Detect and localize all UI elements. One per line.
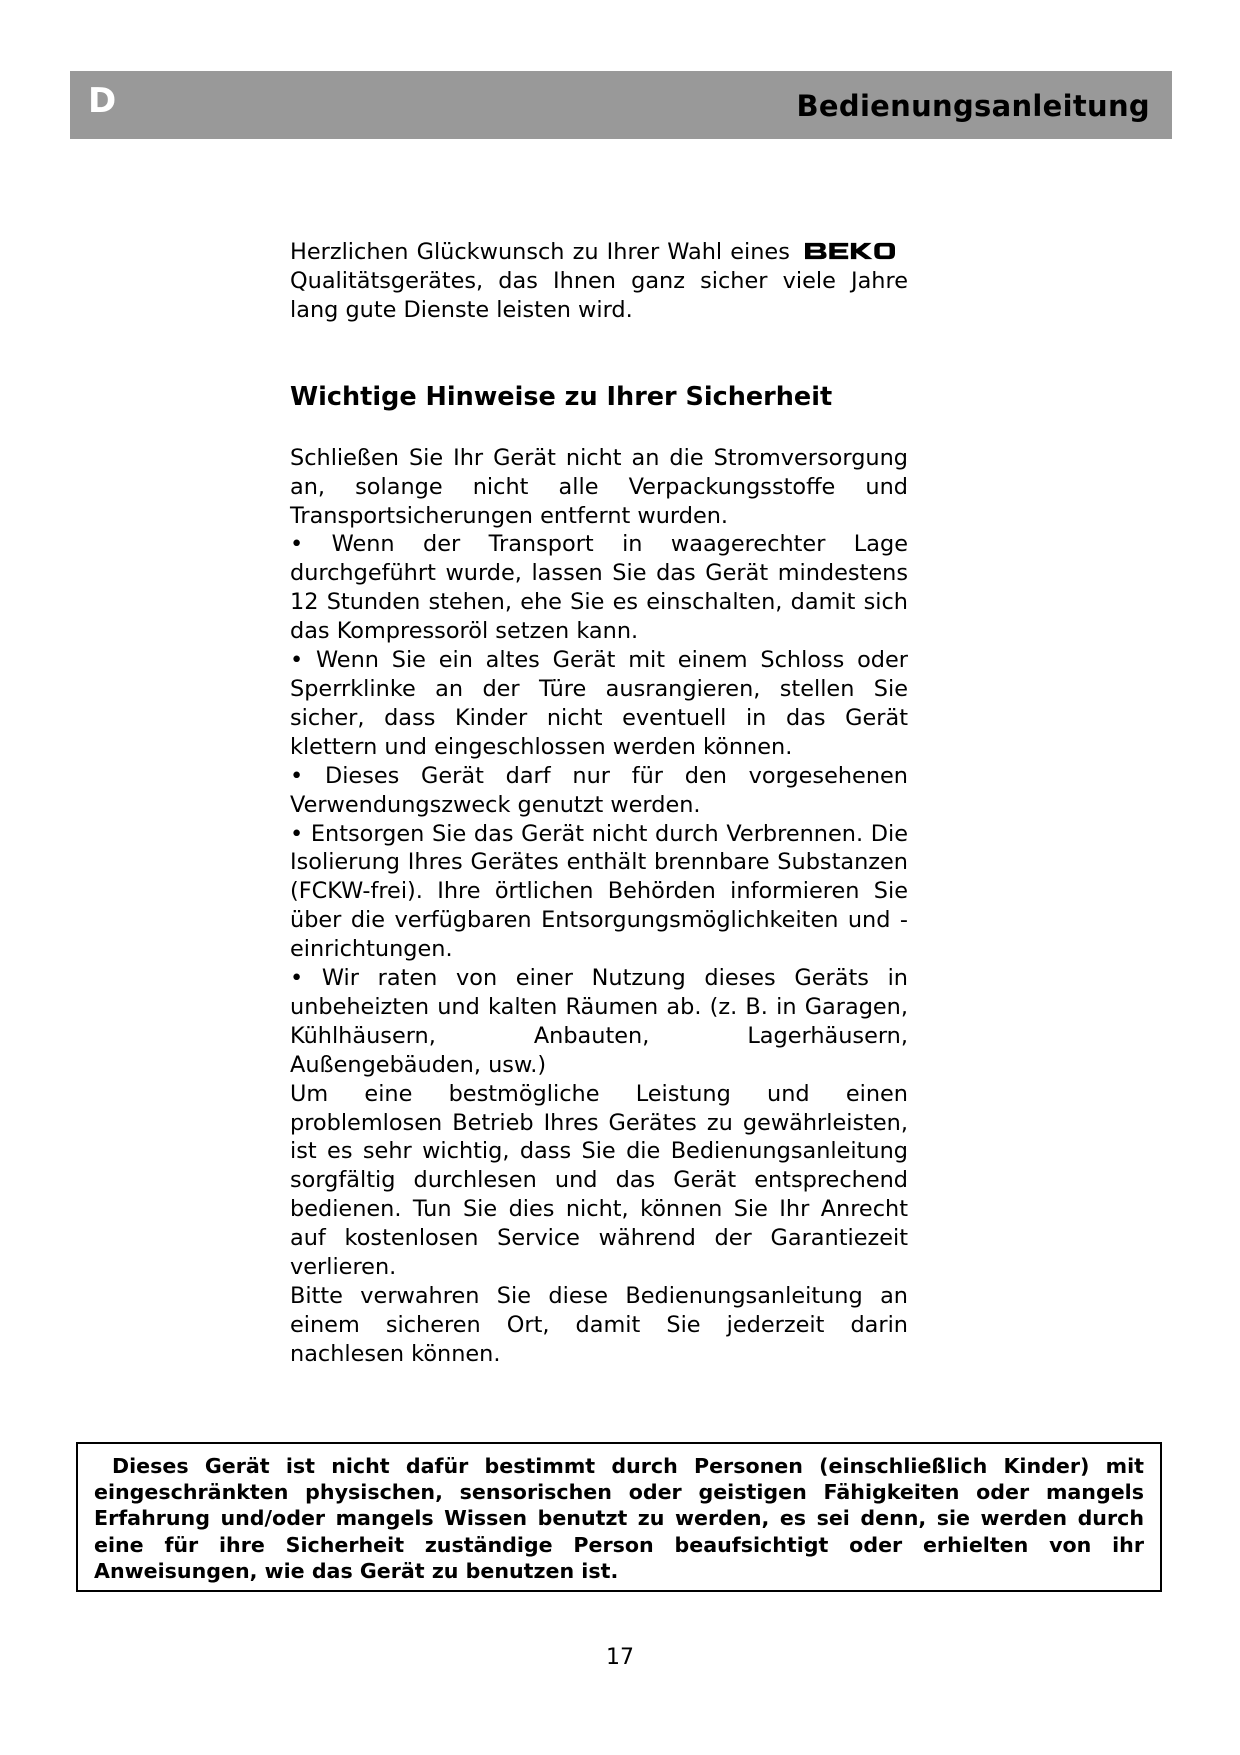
safety-bullet-cold-rooms: • Wir raten von einer Nutzung dieses Geräts in unbeheizten und kalten Räumen ab. (z. B. in Garagen, Kühlhäusern, Anbauten, Lagerhäusern, Außengebäuden, usw.) [290, 965, 908, 1078]
header-bar [70, 71, 1172, 139]
intro-line-1: Herzlichen Glückwunsch zu Ihrer Wahl eines [290, 239, 790, 265]
safety-heading: Wichtige Hinweise zu Ihrer Sicherheit [290, 381, 833, 412]
intro-line-2: Qualitätsgerätes, das Ihnen ganz sicher viele Jahre lang gute Dienste leisten wird. [290, 267, 908, 323]
notice-text: Dieses Gerät ist nicht dafür bestimmt durch Personen (einschließlich Kinder) mit eingeschränkten physischen, sensorischen oder geistigen Fähigkeiten oder mangels Erfahrung und/oder mangels Wissen benutzt zu werden, es sei denn, sie werden durch eine für ihre Sicherheit zuständige Person beaufsichtigt oder erhielten von ihr Anweisungen, wie das Gerät zu benutzen ist. [94, 1454, 1144, 1583]
page-title: Bedienungsanleitung [796, 89, 1150, 123]
section-letter: D [88, 81, 117, 121]
safety-paragraph-keep-manual: Bitte verwahren Sie diese Bedienungsanleitung an einem sicheren Ort, damit Sie jederzeit darin nachlesen können. [290, 1283, 908, 1367]
safety-paragraph: Schließen Sie Ihr Gerät nicht an die Stromversorgung an, solange nicht alle Verpackungsstoffe und Transportsicherungen entfernt wurden. [290, 444, 908, 529]
safety-bullet-intended-use: • Dieses Gerät darf nur für den vorgesehenen Verwendungszweck genutzt werden. [290, 762, 908, 818]
safety-bullet-old-appliance: • Wenn Sie ein altes Gerät mit einem Schloss oder Sperrklinke an der Türe ausrangieren, stellen Sie sicher, dass Kinder nicht eventuell in das Gerät klettern und eingeschlossen werden können. [290, 647, 908, 760]
safety-paragraph-performance: Um eine bestmögliche Leistung und einen problemlosen Betrieb Ihres Gerätes zu gewährleisten, ist es sehr wichtig, dass Sie die Bedienungsanleitung sorgfältig durchlesen und das Gerät entsprechend bedienen. Tun Sie dies nicht, können Sie Ihr Anrecht auf kostenlosen Service während der Garantiezeit verlieren. [290, 1080, 908, 1281]
intro-paragraph [290, 238, 908, 325]
safety-bullet-disposal: • Entsorgen Sie das Gerät nicht durch Verbrennen. Die Isolierung Ihres Gerätes enthält brennbare Substanzen (FCKW-frei). Ihre örtlichen Behörden informieren Sie über die verfügbaren Entsorgungsmöglichkeiten und -einrichtungen. [290, 820, 908, 963]
notice-box [76, 1442, 1162, 1592]
beko-logo [798, 242, 902, 260]
safety-bullet-transport: • Wenn der Transport in waagerechter Lage durchgeführt wurde, lassen Sie das Gerät mindestens 12 Stunden stehen, ehe Sie es einschalten, damit sich das Kompressoröl setzen kann. [290, 531, 908, 645]
main-content [290, 238, 908, 1369]
page-number: 17 [606, 1645, 634, 1670]
